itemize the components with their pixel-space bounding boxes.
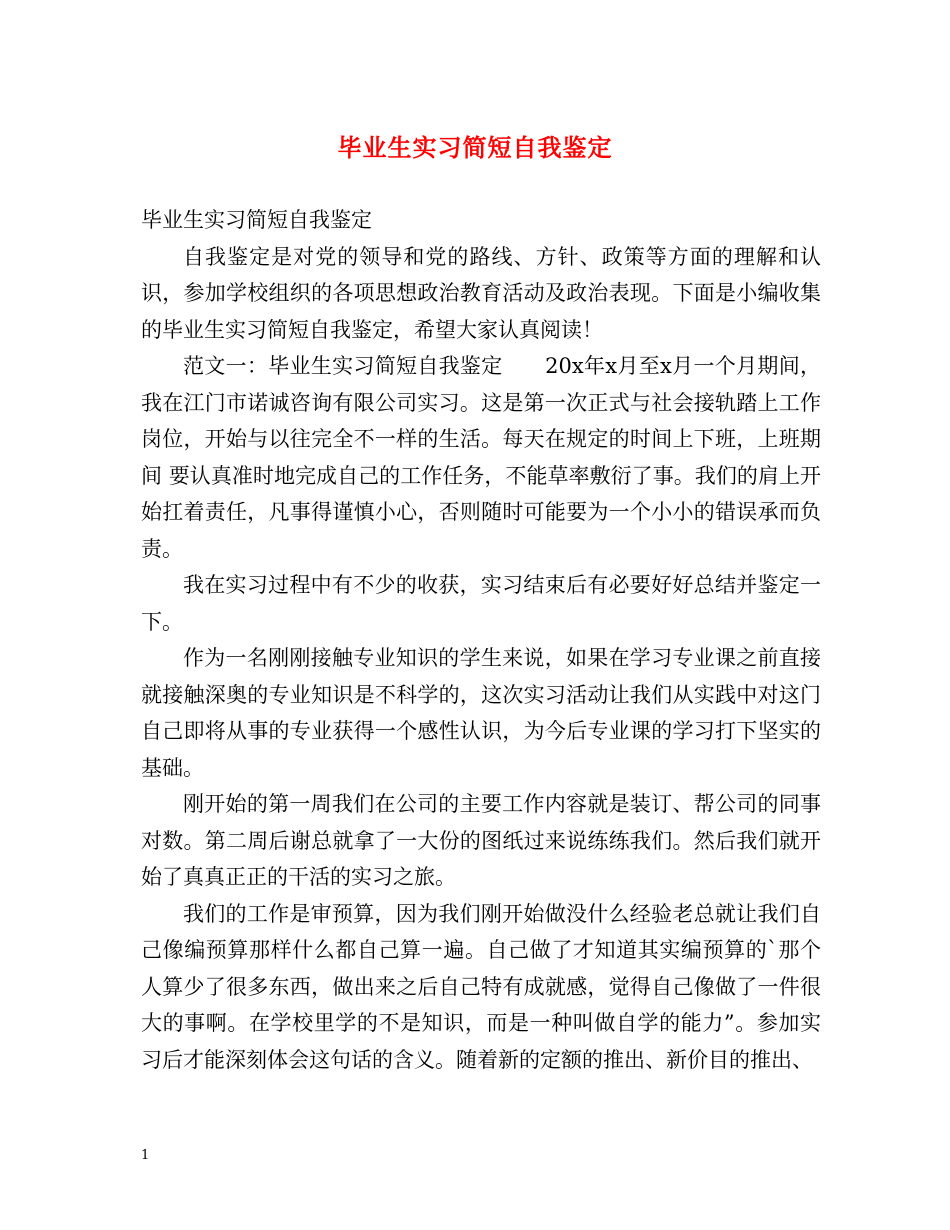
paragraph-first-week: 刚开始的第一周我们在公司的主要工作内容就是装订、帮公司的同事对数。第二周后谢总就拿了一大份的图纸过来说练练我们。然后我们就开始了真真正正的干活的实习之旅。: [141, 792, 821, 889]
paragraph-harvest: 我在实习过程中有不少的收获，实习结束后有必要好好总结并鉴定一下。: [141, 573, 821, 634]
paragraph-student-perspective: 作为一名刚刚接触专业知识的学生来说，如果在学习专业课之前直接就接触深奥的专业知识是不科学的，这次实习活动让我们从实践中对这门自己即将从事的专业获得一个感性认识，为今后专业课的学习打下坚实的基础。: [141, 646, 821, 780]
paragraph-sample-one: 范文一：毕业生实习简短自我鉴定 20x年x月至x月一个月期间，我在江门市诺诚咨询有限公司实习。这是第一次正式与社会接轨踏上工作岗位，开始与以往完全不一样的生活。每天在规定的时间上下班，上班期间 要认真准时地完成自己的工作任务，不能草率敷衍了事。我们的肩上开始扛着责任，凡事得谨慎小心，否则随时可能要为一个小小的错误承而负责。: [141, 354, 821, 561]
document-title: 毕业生实习简短自我鉴定: [337, 133, 613, 162]
page-number: 1: [141, 1148, 150, 1163]
paragraph-budget-review: 我们的工作是审预算，因为我们刚开始做没什么经验老总就让我们自己像编预算那样什么都自己算一遍。自己做了才知道其实编预算的`那个人算少了很多东西，做出来之后自己特有成就感，觉得自己像做了一件很大的事啊。在学校里学的不是知识，而是一种叫做自学的能力”。参加实习后才能深刻体会这句话的含义。随着新的定额的推出、新价目的推出、: [141, 901, 821, 1072]
subtitle: 毕业生实习简短自我鉴定: [141, 208, 372, 232]
document-body: [141, 202, 821, 1078]
paragraph-intro: 自我鉴定是对党的领导和党的路线、方针、政策等方面的理解和认识，参加学校组织的各项思想政治教育活动及政治表现。下面是小编收集的毕业生实习简短自我鉴定，希望大家认真阅读！: [141, 244, 821, 342]
